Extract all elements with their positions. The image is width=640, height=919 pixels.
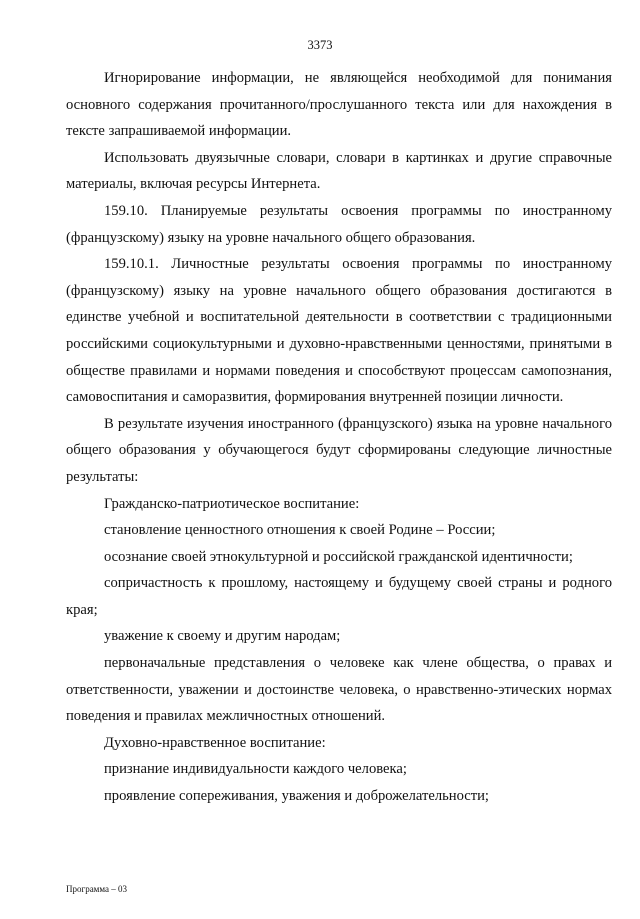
list-item: становление ценностного отношения к своей Родине – России; bbox=[104, 522, 496, 539]
list-item: признание индивидуальности каждого человека; bbox=[104, 761, 407, 778]
footer-label: Программа – 03 bbox=[66, 884, 128, 894]
section-heading: Духовно-нравственное воспитание: bbox=[104, 734, 326, 751]
section-heading: Гражданско-патриотическое воспитание: bbox=[104, 495, 360, 512]
list-item: осознание своей этнокультурной и российской гражданской идентичности; bbox=[104, 548, 573, 565]
page-number: 3373 bbox=[307, 38, 333, 52]
list-item: уважение к своему и другим народам; bbox=[104, 628, 341, 645]
paragraph: Игнорирование информации, не являющейся необходимой для понимания основного содержания прочитанного/прослушанного текста или для нахождения в тексте запрашиваемой информации. bbox=[66, 70, 612, 140]
list-item: сопричастность к прошлому, настоящему и будущему своей страны и родного края; bbox=[66, 575, 612, 618]
document-body bbox=[66, 65, 612, 810]
paragraph: Использовать двуязычные словари, словари в картинках и другие справочные материалы, включая ресурсы Интернета. bbox=[66, 149, 612, 193]
paragraph: 159.10. Планируемые результаты освоения программы по иностранному (французскому) языку на уровне начального общего образования. bbox=[66, 202, 612, 246]
list-item: проявление сопереживания, уважения и доброжелательности; bbox=[104, 788, 489, 805]
paragraph: В результате изучения иностранного (французского) языка на уровне начального общего образования у обучающегося будут сформированы следующие личностные результаты: bbox=[66, 415, 612, 485]
list-item: первоначальные представления о человеке как члене общества, о правах и ответственности, уважении и достоинстве человека, о нравственно-этических нормах поведения и правилах межличностных отношений. bbox=[66, 655, 612, 725]
paragraph: 159.10.1. Личностные результаты освоения программы по иностранному (французскому) языку на уровне начального общего образования достигаются в единстве учебной и воспитательной деятельности в соответствии с традиционными российскими социокультурными и духовно-нравственными ценностями, принятыми в обществе правилами и нормами поведения и способствуют процессам самопознания, самовоспитания и саморазвития, формирования внутренней позиции личности. bbox=[66, 256, 612, 406]
